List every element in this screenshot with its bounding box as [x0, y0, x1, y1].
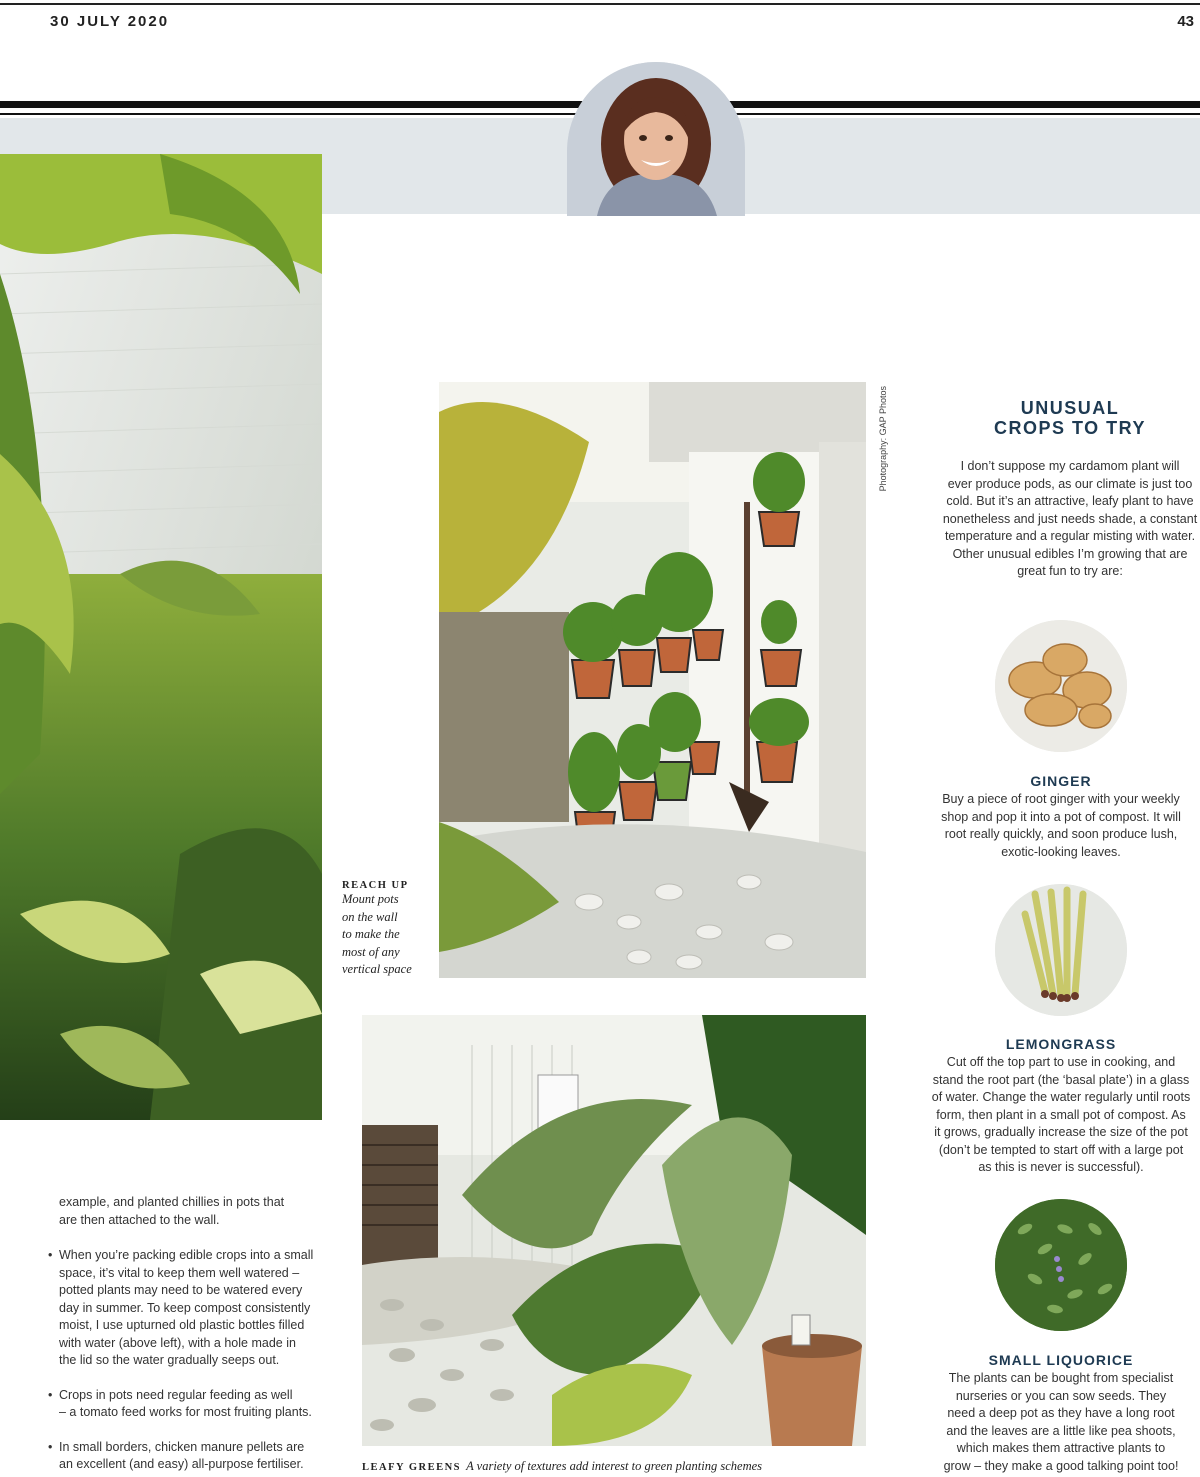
bullet-icon: •: [48, 1439, 53, 1454]
sidebar-line: The plants can be bought from specialist: [948, 1371, 1174, 1385]
sidebar-line: and the leaves are a little like pea shoots,: [946, 1423, 1176, 1438]
sidebar-line: cold. But it’s an attractive, leafy plant to have: [946, 494, 1194, 508]
sidebar-line: which makes them attractive plants to: [956, 1441, 1166, 1455]
author-avatar: [567, 62, 745, 216]
sidebar-line: Cut off the top part to use in cooking, and: [946, 1055, 1176, 1069]
sidebar-line: great fun to try are:: [1017, 564, 1123, 578]
author-portrait-icon: [567, 62, 745, 216]
body-line: In small borders, chicken manure pellets are: [59, 1439, 305, 1454]
liquorice-text: [920, 1370, 1200, 1475]
liquorice-plant-icon: [995, 1199, 1127, 1331]
body-line: potted plants may need to be watered every: [59, 1283, 303, 1297]
sidebar-line: nurseries or you can sow seeds. They: [955, 1388, 1167, 1403]
sidebar-line: exotic-looking leaves.: [1001, 844, 1121, 859]
sidebar-line: ever produce pods, as our climate is just too: [947, 476, 1193, 491]
reach-up-title: REACH UP: [342, 880, 409, 891]
sidebar-line: Other unusual edibles I’m growing that are: [952, 546, 1188, 561]
body-line: the lid so the water gradually seeps out.: [59, 1353, 280, 1367]
caption-line: vertical space: [342, 962, 412, 976]
wall-pots-image: [439, 382, 866, 978]
garden-wall-image: [0, 154, 322, 1120]
body-line: are then attached to the wall.: [59, 1212, 220, 1227]
body-line: When you’re packing edible crops into a small: [59, 1248, 314, 1262]
body-line: example, and planted chillies in pots that: [59, 1195, 285, 1209]
liquorice-heading: SMALL LIQUORICE: [988, 1352, 1134, 1368]
bullet-item: [48, 1387, 324, 1422]
sidebar-title-line: UNUSUAL: [1020, 398, 1120, 418]
ginger-root-icon: [995, 620, 1127, 752]
sidebar-line: form, then plant in a small pot of compost. As: [936, 1107, 1186, 1122]
caption-line: most of any: [342, 944, 400, 959]
garden-wall-photo: [0, 154, 322, 1120]
bullet-item: [48, 1247, 324, 1370]
sidebar-line: (don’t be tempted to start off with a large pot: [938, 1142, 1184, 1157]
sidebar-line: root really quickly, and soon produce lush,: [944, 827, 1178, 841]
bullet-icon: •: [48, 1387, 53, 1402]
sidebar-line: of water. Change the water regularly until roots: [931, 1090, 1191, 1104]
caption-line: to make the: [342, 927, 400, 941]
body-line: space, it’s vital to keep them well watered –: [59, 1265, 300, 1280]
leafy-greens-title: LEAFY GREENS: [362, 1462, 462, 1473]
reach-up-caption: [342, 880, 434, 979]
sidebar-line: Buy a piece of root ginger with your weekly: [942, 792, 1180, 806]
lemongrass-text: [920, 1054, 1200, 1177]
issue-date: 30 JULY 2020: [50, 13, 170, 30]
sidebar-line: nonetheless and just needs shade, a constant: [942, 511, 1198, 526]
sidebar-title-line: CROPS TO TRY: [993, 418, 1146, 438]
ginger-heading: GINGER: [1030, 773, 1092, 789]
sidebar-line: I don’t suppose my cardamom plant will: [960, 459, 1180, 473]
ginger-text: [920, 791, 1200, 861]
body-line: with water (above left), with a hole made in: [59, 1335, 296, 1350]
top-rule: [0, 3, 1200, 5]
leafy-greens-caption: [362, 1459, 882, 1474]
leafy-greens-text: A variety of textures add interest to green planting schemes: [466, 1459, 763, 1473]
sidebar-line: shop and pop it into a pot of compost. It will: [941, 809, 1181, 824]
body-line: – a tomato feed works for most fruiting plants.: [59, 1405, 312, 1419]
sidebar-line: need a deep pot as they have a long root: [947, 1406, 1175, 1420]
caption-line: on the wall: [342, 909, 398, 924]
sidebar-title: [920, 398, 1200, 438]
sidebar-line: it grows, gradually increase the size of the pot: [934, 1125, 1188, 1139]
bullet-icon: •: [48, 1248, 53, 1262]
liquorice-image: [995, 1199, 1127, 1331]
caption-line: Mount pots: [342, 892, 399, 906]
sidebar-intro: [920, 458, 1200, 581]
sidebar-line: temperature and a regular misting with water.: [944, 529, 1196, 543]
sidebar-line: as this is never is successful).: [978, 1160, 1144, 1174]
body-column: [48, 1194, 324, 1474]
page-number: 43: [1177, 13, 1194, 30]
body-line: day in summer. To keep compost consistently: [59, 1300, 311, 1315]
lemongrass-icon: [995, 884, 1127, 1016]
sidebar-line: stand the root part (the ‘basal plate’) in a glass: [932, 1072, 1190, 1087]
ginger-image: [995, 620, 1127, 752]
wall-pots-photo: [439, 382, 866, 978]
body-line: Crops in pots need regular feeding as well: [59, 1387, 293, 1402]
leafy-garden-photo: [362, 1015, 866, 1446]
bullet-item: [48, 1439, 324, 1474]
reach-up-text: [342, 891, 434, 979]
body-intro: [48, 1194, 324, 1229]
body-line: an excellent (and easy) all-purpose fertiliser.: [59, 1457, 304, 1471]
sidebar-line: grow – they make a good talking point too!: [943, 1458, 1179, 1473]
photo-credit: Photography: GAP Photos: [878, 386, 888, 492]
lemongrass-heading: LEMONGRASS: [1005, 1036, 1117, 1052]
lemongrass-image: [995, 884, 1127, 1016]
body-line: moist, I use upturned old plastic bottles filled: [59, 1318, 305, 1332]
leafy-garden-image: [362, 1015, 866, 1446]
